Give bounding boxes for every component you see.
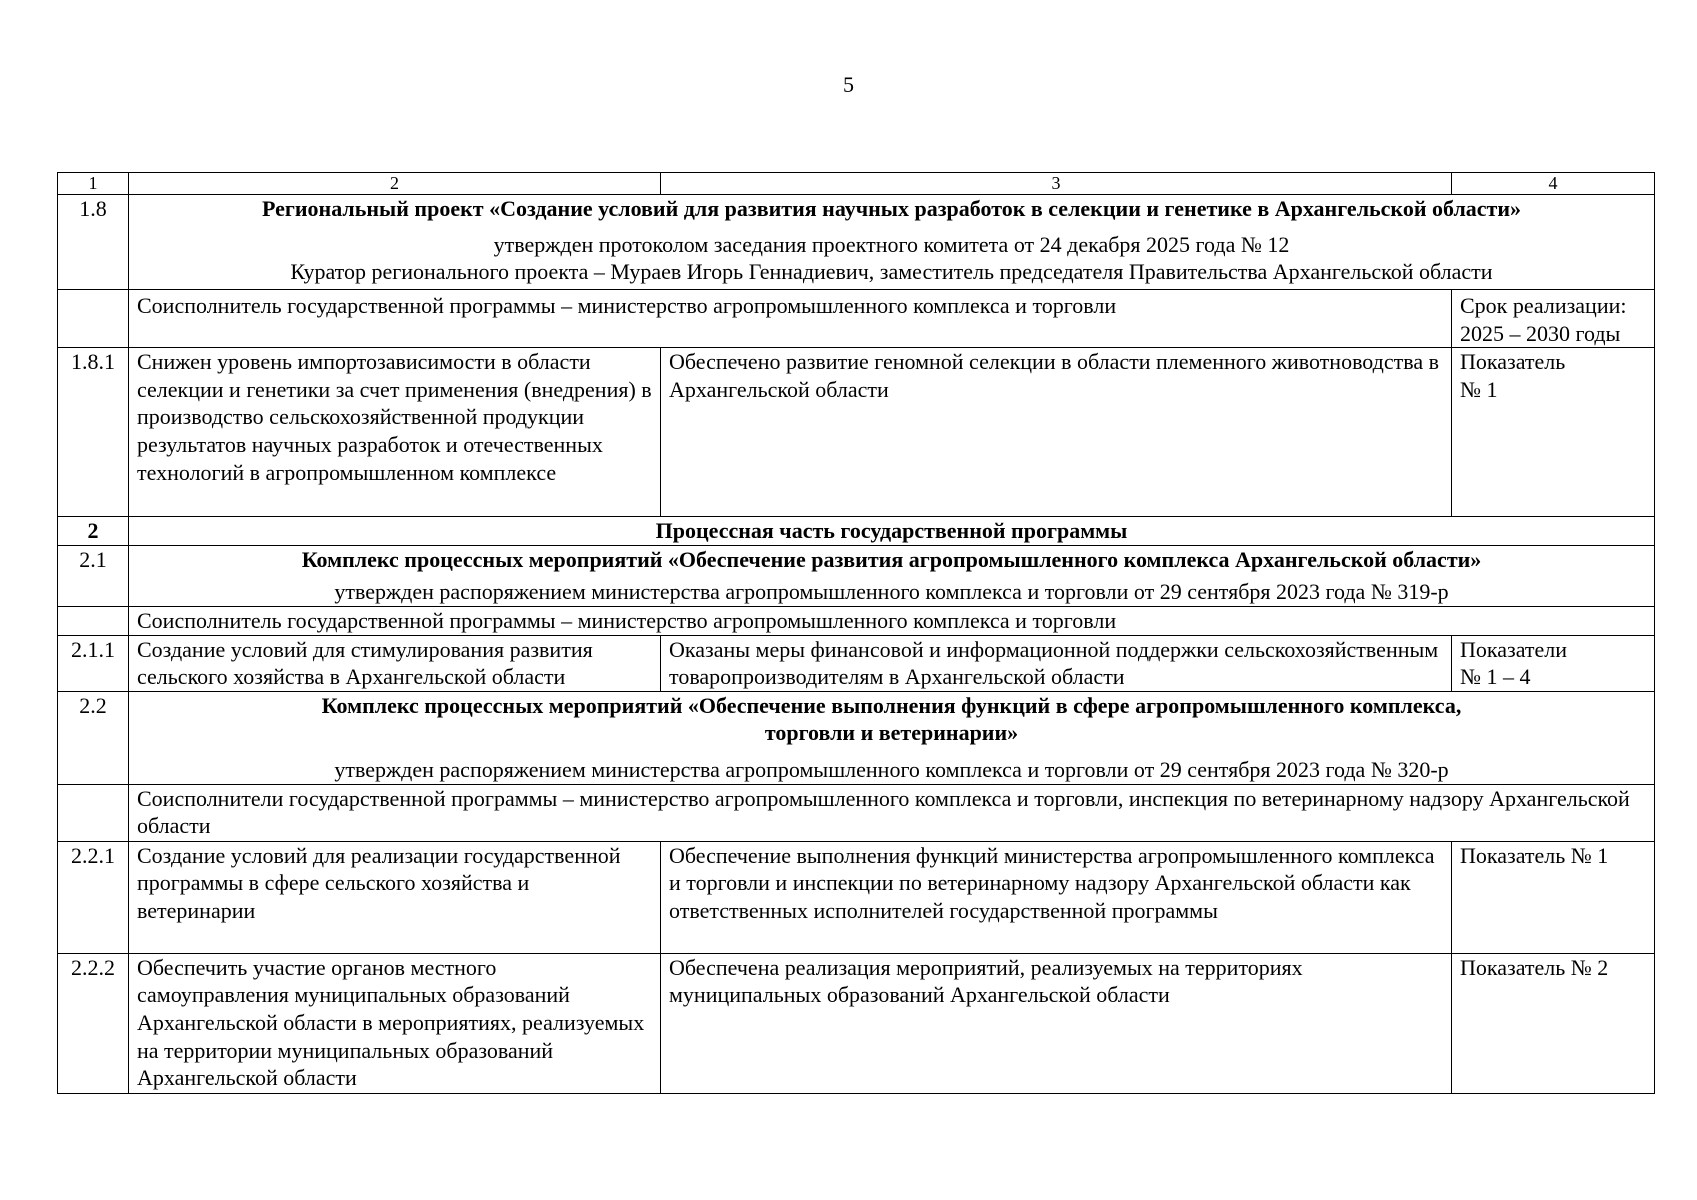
row-number: 2.2.2 xyxy=(58,953,129,1093)
complex-block xyxy=(129,545,1655,606)
column-header: 1 xyxy=(58,173,129,195)
term-cell xyxy=(1452,290,1655,348)
task-cell: Снижен уровень импортозависимости в области селекции и генетики за счет применения (внедрения) в производство сельскохозяйственной продукции результатов научных разработок и отечественных технологий в агропромышленном комплексе xyxy=(129,348,661,517)
table-row xyxy=(58,545,1655,606)
coexecutor-text: Соисполнители государственной программы – министерство агропромышленного комплекса и торговли, инспекция по ветеринарному надзору Архангельской области xyxy=(129,784,1655,841)
table-row xyxy=(58,517,1655,546)
result-cell: Обеспечение выполнения функций министерства агропромышленного комплекса и торговли и инспекции по ветеринарному надзору Архангельской области как ответственных исполнителей государственной программы xyxy=(661,841,1452,953)
table-row xyxy=(58,348,1655,517)
column-header: 3 xyxy=(661,173,1452,195)
term-label: Срок реализации: xyxy=(1460,293,1627,318)
project-approval: утвержден протоколом заседания проектного комитета от 24 декабря 2025 года № 12 xyxy=(493,231,1290,257)
complex-title-continued: торговли и ветеринарии» xyxy=(764,720,1019,746)
project-title: Региональный проект «Создание условий для развития научных разработок в селекции и генетике в Архангельской области» xyxy=(261,196,1522,221)
indicator-label: Показатель xyxy=(1460,349,1566,375)
table-row xyxy=(58,784,1655,841)
coexecutor-text: Соисполнитель государственной программы – министерство агропромышленного комплекса и торговли xyxy=(129,606,1655,635)
row-number: 2.2 xyxy=(58,691,129,784)
table-row xyxy=(58,691,1655,784)
row-number: 2.1.1 xyxy=(58,635,129,691)
row-number: 1.8.1 xyxy=(58,348,129,517)
row-number: 2.2.1 xyxy=(58,841,129,953)
indicator-label: Показатели xyxy=(1460,636,1568,662)
column-header: 4 xyxy=(1452,173,1655,195)
row-number xyxy=(58,290,129,348)
task-cell: Создание условий для стимулирования развития сельского хозяйства в Архангельской области xyxy=(129,635,661,691)
indicator-value: № 1 xyxy=(1460,376,1498,402)
table-row xyxy=(58,195,1655,290)
task-cell: Обеспечить участие органов местного самоуправления муниципальных образований Архангельской области в мероприятиях, реализуемых на территории муниципальных образований Архангельской области xyxy=(129,953,661,1093)
result-cell: Обеспечено развитие геномной селекции в области племенного животноводства в Архангельской области xyxy=(661,348,1452,517)
table-row xyxy=(58,635,1655,691)
row-number: 2.1 xyxy=(58,545,129,606)
coexecutor-text: Соисполнитель государственной программы – министерство агропромышленного комплекса и торговли xyxy=(129,290,1452,348)
project-block xyxy=(129,195,1655,290)
table-row xyxy=(58,953,1655,1093)
complex-approval: утвержден распоряжением министерства агропромышленного комплекса и торговли от 29 сентября 2023 года № 320-р xyxy=(334,756,1449,782)
task-cell: Создание условий для реализации государственной программы в сфере сельского хозяйства и ветеринарии xyxy=(129,841,661,953)
table-row xyxy=(58,606,1655,635)
row-number: 1.8 xyxy=(58,195,129,290)
complex-title: Комплекс процессных мероприятий «Обеспечение выполнения функций в сфере агропромышленного комплекса, xyxy=(321,692,1462,718)
indicator-cell: Показатель № 1 xyxy=(1452,841,1655,953)
page-number: 5 xyxy=(843,72,854,97)
complex-approval: утвержден распоряжением министерства агропромышленного комплекса и торговли от 29 сентября 2023 года № 319-р xyxy=(334,579,1449,605)
complex-title: Комплекс процессных мероприятий «Обеспечение развития агропромышленного комплекса Архангельской области» xyxy=(301,546,1482,572)
indicator-cell xyxy=(1452,635,1655,691)
result-cell: Обеспечена реализация мероприятий, реализуемых на территориях муниципальных образований Архангельской области xyxy=(661,953,1452,1093)
project-curator: Куратор регионального проекта – Мураев Игорь Геннадиевич, заместитель председателя Правительства Архангельской области xyxy=(290,259,1493,285)
column-header: 2 xyxy=(129,173,661,195)
table-row xyxy=(58,290,1655,348)
result-cell: Оказаны меры финансовой и информационной поддержки сельскохозяйственным товаропроизводителям в Архангельской области xyxy=(661,635,1452,691)
program-table xyxy=(57,172,1655,1094)
complex-block xyxy=(129,691,1655,784)
row-number xyxy=(58,784,129,841)
section-number: 2 xyxy=(58,517,129,546)
section-title: Процессная часть государственной программы xyxy=(129,517,1655,546)
row-number xyxy=(58,606,129,635)
table-header-row xyxy=(58,173,1655,195)
indicator-value: № 1 – 4 xyxy=(1460,664,1531,690)
indicator-cell xyxy=(1452,348,1655,517)
table-row xyxy=(58,841,1655,953)
term-value: 2025 – 2030 годы xyxy=(1460,320,1621,346)
indicator-cell: Показатель № 2 xyxy=(1452,953,1655,1093)
